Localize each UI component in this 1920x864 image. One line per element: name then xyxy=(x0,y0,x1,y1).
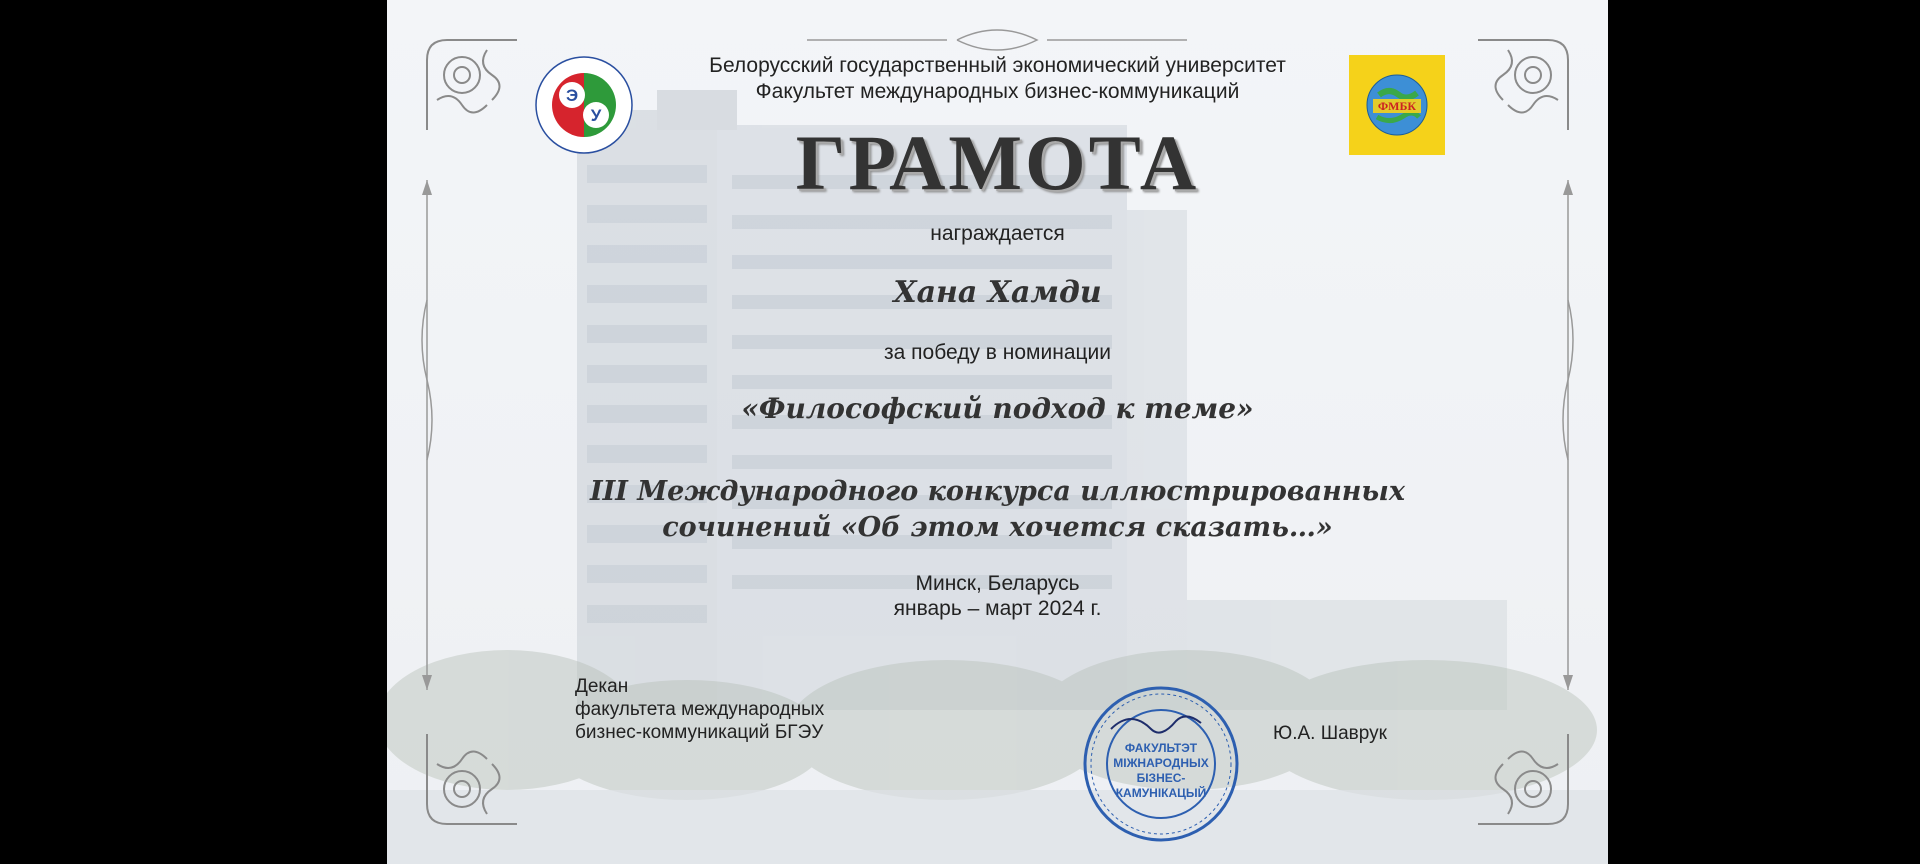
certificate-title: ГРАМОТА xyxy=(795,119,1200,206)
dean-title xyxy=(575,675,824,744)
dean-name: Ю.А. Шаврук xyxy=(1273,723,1387,744)
dean-title-line: Декан xyxy=(575,676,629,697)
ornamental-flourish-icon xyxy=(1468,724,1578,834)
header xyxy=(387,53,1608,105)
city-text: Минск, Беларусь xyxy=(915,572,1080,595)
stamp-text: КАМУНІКАЦЫЙ xyxy=(1115,786,1207,800)
awarded-text: награждается xyxy=(930,222,1065,245)
dean-title-line: факультета международных xyxy=(575,699,825,720)
stamp-text: МІЖНАРОДНЫХ xyxy=(1113,756,1209,770)
official-stamp-icon xyxy=(1081,684,1241,844)
nomination-title: «Философский подход к теме» xyxy=(741,392,1254,425)
place-date xyxy=(387,571,1608,621)
ornamental-flourish-icon xyxy=(417,724,527,834)
contest-title xyxy=(387,474,1608,546)
stamp-text: ФАКУЛЬТЭТ xyxy=(1124,741,1198,755)
recipient-name: Хана Хамди xyxy=(893,275,1102,310)
for-victory-text: за победу в номинации xyxy=(884,341,1111,364)
certificate-page xyxy=(387,0,1608,864)
university-name: Белорусский государственный экономический университет xyxy=(709,54,1286,77)
faculty-name: Факультет международных бизнес-коммуникаций xyxy=(755,80,1240,103)
stamp-text: БІЗНЕС- xyxy=(1136,771,1186,785)
logo-letter: Э xyxy=(565,86,579,105)
contest-line: сочинений «Об этом хочется сказать…» xyxy=(662,512,1333,543)
fmbk-logo-text: ФМБК xyxy=(1377,99,1417,113)
dean-title-line: бизнес-коммуникаций БГЭУ xyxy=(575,722,824,743)
date-text: январь – март 2024 г. xyxy=(893,597,1102,620)
logo-letter: У xyxy=(590,106,602,125)
contest-line: III Международного конкурса иллюстрированных xyxy=(589,476,1406,507)
